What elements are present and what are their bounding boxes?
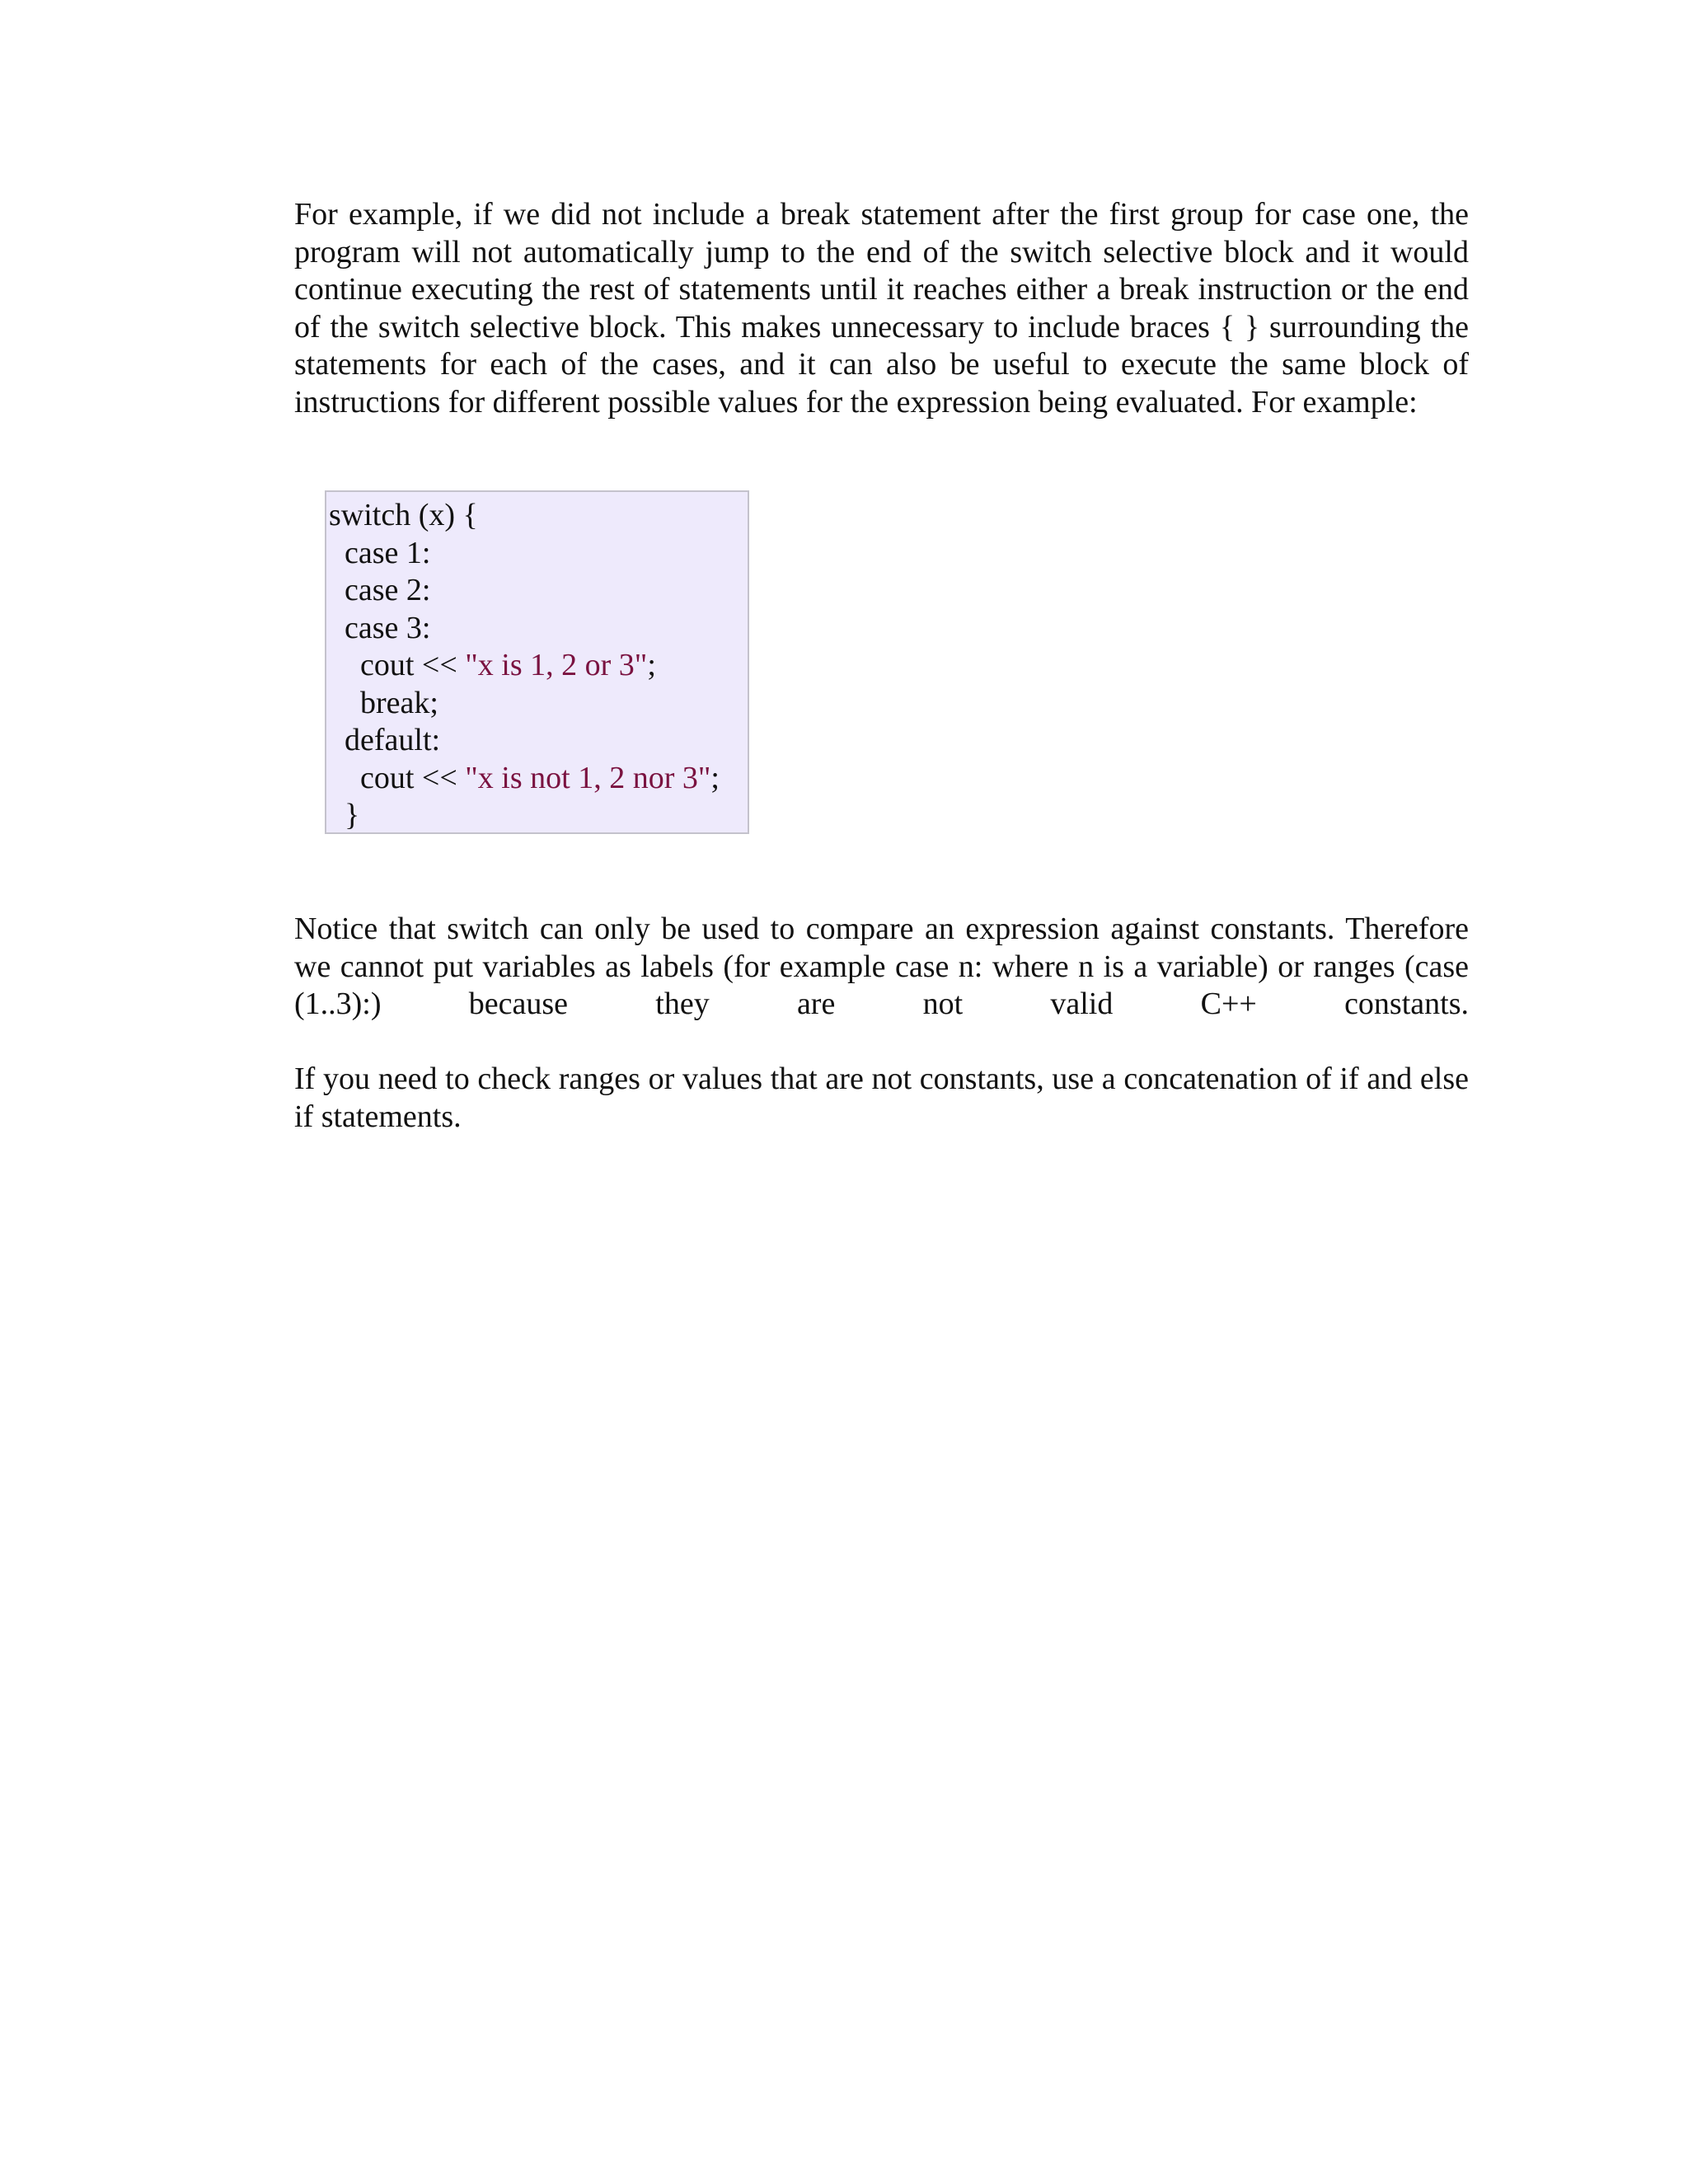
code-line: } bbox=[329, 798, 360, 832]
code-line-cout-2 bbox=[329, 760, 748, 798]
code-line: switch (x) { bbox=[329, 498, 478, 532]
code-line: break; bbox=[329, 685, 438, 720]
code-line: default: bbox=[329, 723, 441, 757]
code-block-switch-example bbox=[325, 490, 749, 834]
code-line-cout-1 bbox=[329, 647, 748, 685]
paragraph-if-else-advice: If you need to check ranges or values that are not constants, use a concatenation of if and else if statements. bbox=[294, 1062, 1469, 1134]
code-line: case 1: bbox=[329, 535, 431, 570]
code-text: cout << bbox=[329, 648, 466, 682]
code-text: ; bbox=[710, 760, 720, 795]
paragraph-switch-constants: Notice that switch can only be used to compare an expression against constants. Therefore we cannot put variables as labels (for example case n: where n is a variable) or ranges (case (1..3):) because they are not valid C++ constants. bbox=[294, 912, 1469, 1021]
code-text: cout << bbox=[329, 760, 466, 795]
string-literal: "x is 1, 2 or 3" bbox=[465, 648, 648, 682]
code-line: case 2: bbox=[329, 573, 431, 607]
paragraph-break-explanation: For example, if we did not include a break statement after the first group for case one, the program will not automatically jump to the end of the switch selective block and it would continue executing the rest of statements until it reaches either a break instruction or the end of the switch selective block. This makes unnecessary to include braces { } surrounding the statements for each of the cases, and it can also be useful to execute the same block of instructions for different possible values for the expression being evaluated. For example: bbox=[294, 197, 1469, 419]
string-literal: "x is not 1, 2 nor 3" bbox=[465, 760, 711, 795]
code-text: ; bbox=[647, 648, 656, 682]
code-line: case 3: bbox=[329, 610, 431, 645]
